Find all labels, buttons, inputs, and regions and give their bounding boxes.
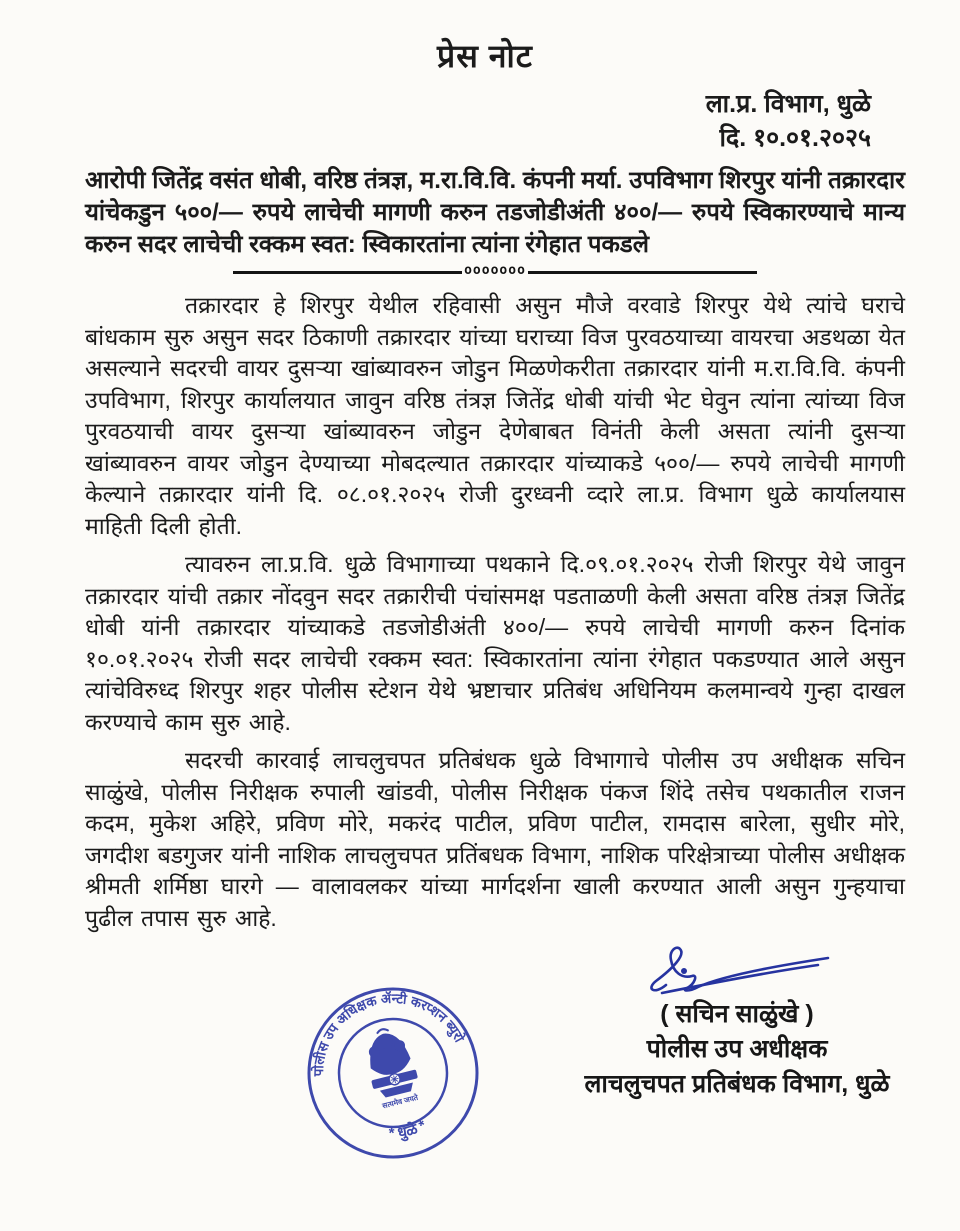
body-paragraph-2: त्यावरुन ला.प्र.वि. धुळे विभागाच्या पथकाने दि.०९.०१.२०२५ रोजी शिरपुर येथे जावुन तक्रारदार यांची तक्रार नोंदवुन सदर तक्रारीची पंचांसमक्ष पडताळणी केली असता वरिष्ठ तंत्रज्ञ जितेंद्र धोबी यांनी तक्रारदार यांच्याकडे तडजोडीअंती ४००/— रुपये लाचेची मागणी करुन दिनांक १०.०१.२०२५ रोजी सदर लाचेची रक्कम स्वत: स्विकारतांना त्यांना रंगेहात पकडण्यात आले असुन त्यांचेविरुध्द शिरपुर शहर पोलीस स्टेशन येथे भ्रष्टाचार प्रतिबंध अधिनियम कलमान्वये गुन्हा दाखल करण्याचे काम सुरु आहे. xyxy=(85,551,905,735)
page-title: प्रेस नोट xyxy=(437,38,533,74)
divider-rule-right xyxy=(528,271,757,274)
seal-bottom-text: * धुळे * xyxy=(388,1116,430,1143)
seal-ring-text: पोलीस उप अधिक्षक ॲन्टी करप्शन ब्युरो xyxy=(310,990,467,1077)
signatory-name: ( सचिन साळुंखे ) xyxy=(660,1000,814,1028)
section-divider xyxy=(233,265,757,280)
divider-ornament: ooooooo xyxy=(464,263,526,278)
signatory-designation: पोलीस उप अधीक्षक xyxy=(646,1035,828,1063)
handwritten-signature xyxy=(632,941,842,1001)
signature-block xyxy=(537,941,937,1102)
svg-text:* धुळे * xyxy=(384,1116,430,1147)
date-line: दि. १०.०१.२०२५ xyxy=(719,124,871,152)
office-seal-graphic xyxy=(284,964,502,1182)
body-paragraph-3: सदरची कारवाई लाचलुचपत प्रतिबंधक धुळे विभागाचे पोलीस उप अधीक्षक सचिन साळुंखे, पोलीस निरीक्षक रुपाली खांडवी, पोलीस निरीक्षक पंकज शिंदे तसेच पथकातील राजन कदम, मुकेश अहिरे, प्रविण मोरे, मकरंद पाटील, प्रविण पाटील, रामदास बारेला, सुधीर मोरे, जगदीश बडगुजर यांनी नाशिक लाचलुचपत प्रतिंबधक विभाग, नाशिक परिक्षेत्राच्या पोलीस अधीक्षक श्रीमती शर्मिष्ठा घारगे — वालावलकर यांच्या मार्गदर्शना खाली करण्यात आली असुन गुन्हयाचा पुढील तपास सुरु आहे. xyxy=(85,747,905,931)
document-footer xyxy=(85,941,905,1176)
summary-paragraph: आरोपी जितेंद्र वसंत धोबी, वरिष्ठ तंत्रज्ञ, म.रा.वि.वि. कंपनी मर्या. उपविभाग शिरपुर यांनी तक्रारदार यांचेकडुन ५००/— रुपये लाचेची मागणी करुन तडजोडीअंती ४००/— रुपये स्विकारण्याचे मान्य करुन सदर लाचेची रक्कम स्वत: स्विकारतांना त्यांना रंगेहात पकडले xyxy=(85,167,905,258)
office-seal xyxy=(284,964,502,1182)
body-paragraph-1: तक्रारदार हे शिरपुर येथील रहिवासी असुन मौजे वरवाडे शिरपुर येथे त्यांचे घराचे बांधकाम सुरु असुन सदर ठिकाणी तक्रारदार यांच्या घराच्या विज पुरवठयाच्या वायरचा अडथळा येत असल्याने सदरची वायर दुसऱ्या खांब्यावरुन जोडुन मिळणेकरीता तक्रारदार यांनी म.रा.वि.वि. कंपनी उपविभाग, शिरपुर कार्यालयात जावुन वरिष्ठ तंत्रज्ञ जितेंद्र धोबी यांची भेट घेवुन त्यांना त्यांच्या विज पुरवठयाची वायर दुसऱ्या खांब्यावरुन जोडुन देणेबाबत विनंती केली असता त्यांनी दुसऱ्या खांब्यावरुन वायर जोडुन देण्याच्या मोबदल्यात तक्रारदार यांच्याकडे ५००/— रुपये लाचेची मागणी केल्याने तक्रारदार यांनी दि. ०८.०१.२०२५ रोजी दुरध्वनी व्दारे ला.प्र. विभाग धुळे कार्यालयास माहिती दिली होती. xyxy=(85,292,905,539)
letterhead-meta xyxy=(85,87,905,155)
divider-rule-left xyxy=(233,271,462,274)
ashoka-emblem-icon xyxy=(360,1024,421,1100)
office-line: ला.प्र. विभाग, धुळे xyxy=(705,90,871,118)
signatory-department: लाचलुचपत प्रतिबंधक विभाग, धुळे xyxy=(584,1070,890,1098)
seal-motto-text: सत्यमेव जयते xyxy=(381,1092,419,1111)
